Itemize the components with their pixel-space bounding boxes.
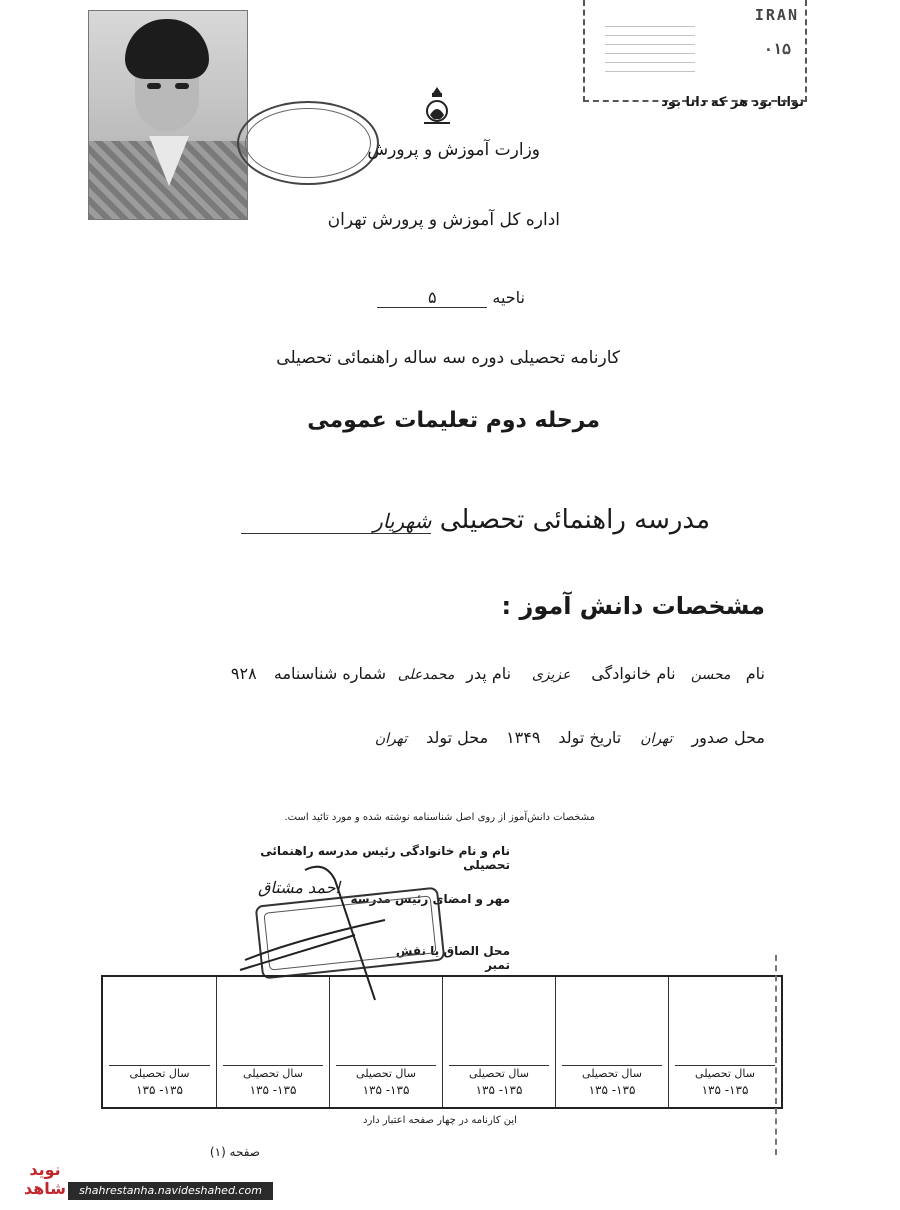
year-cell bbox=[442, 977, 555, 1107]
year-cell bbox=[103, 977, 216, 1107]
verification-note: مشخصات دانش‌آموز از روی اصل شناسنامه نوشته شده و مورد تائید است. bbox=[284, 812, 595, 823]
report-subtitle: مرحله دوم تعلیمات عمومی bbox=[307, 408, 600, 433]
district-label: ناحیه bbox=[492, 288, 525, 307]
revenue-stamp bbox=[583, 0, 807, 102]
birthplace-label: محل تولد bbox=[426, 728, 489, 747]
lion-and-sun-emblem-icon bbox=[420, 85, 454, 127]
watermark-logo: نوید شاهد bbox=[23, 1160, 67, 1198]
validity-note: این کارنامه در چهار صفحه اعتبار دارد bbox=[363, 1115, 517, 1126]
name-label: نام bbox=[745, 664, 765, 683]
student-row-1 bbox=[110, 664, 765, 683]
year-range: ۱۳۵ -۱۳۵ bbox=[475, 1083, 523, 1097]
year-label: سال تحصیلی bbox=[582, 1067, 642, 1080]
watermark-site: shahrestanha.navideshahed.com bbox=[68, 1182, 273, 1200]
year-cell bbox=[555, 977, 668, 1107]
father-value: محمدعلی bbox=[397, 667, 455, 683]
stamp-caption: توانا بود هر که دانا بود bbox=[661, 95, 804, 110]
student-photo bbox=[88, 10, 248, 220]
district-value: ۵ bbox=[377, 288, 487, 308]
photo-place-label: محل الصاق یا نقش تمبر bbox=[395, 944, 510, 972]
year-label: سال تحصیلی bbox=[356, 1067, 416, 1080]
student-heading: مشخصات دانش آموز : bbox=[501, 592, 765, 620]
grade-table bbox=[101, 975, 783, 1109]
issue-value: تهران bbox=[640, 731, 673, 747]
school-label: مدرسه راهنمائی تحصیلی bbox=[439, 505, 710, 535]
family-value: عزیزی bbox=[531, 667, 571, 683]
year-label: سال تحصیلی bbox=[469, 1067, 529, 1080]
stamp-edge bbox=[775, 955, 812, 1155]
family-label: نام خانوادگی bbox=[591, 664, 676, 683]
department-title: اداره کل آموزش و پرورش تهران bbox=[327, 210, 560, 230]
id-value: ۹۲۸ bbox=[230, 664, 257, 683]
principal-label: نام و نام خانوادگی رئیس مدرسه راهنمائی تحصیلی bbox=[260, 844, 510, 872]
school-line bbox=[175, 505, 710, 535]
year-label: سال تحصیلی bbox=[129, 1067, 190, 1080]
stamp-number: ۰۱۵ bbox=[763, 40, 791, 58]
district-line bbox=[355, 288, 525, 308]
school-name: شهریار bbox=[241, 509, 431, 534]
year-range: ۱۳۵ -۱۳۵ bbox=[249, 1083, 297, 1097]
year-range: ۱۳۵ -۱۳۵ bbox=[136, 1083, 183, 1097]
year-range: ۱۳۵ -۱۳۵ bbox=[701, 1083, 749, 1097]
year-cell bbox=[329, 977, 442, 1107]
issue-label: محل صدور bbox=[691, 728, 765, 747]
principal-signature: احمد مشتاق bbox=[257, 878, 340, 897]
birthplace-value: تهران bbox=[374, 731, 408, 747]
year-cell bbox=[668, 977, 781, 1107]
student-row-2 bbox=[250, 728, 765, 747]
seal-label: مهر و امضای رئیس مدرسه bbox=[350, 892, 510, 906]
year-range: ۱۳۵ -۱۳۵ bbox=[362, 1083, 410, 1097]
year-cell bbox=[216, 977, 329, 1107]
year-range: ۱۳۵ -۱۳۵ bbox=[588, 1083, 636, 1097]
ministry-title: وزارت آموزش و پرورش bbox=[367, 140, 540, 160]
father-label: نام پدر bbox=[466, 664, 512, 683]
year-label: سال تحصیلی bbox=[695, 1067, 755, 1080]
report-title: کارنامه تحصیلی دوره سه ساله راهنمائی تحصیلی bbox=[276, 348, 620, 368]
id-label: شماره شناسنامه bbox=[273, 664, 386, 683]
year-label: سال تحصیلی bbox=[243, 1067, 303, 1080]
name-value: محسن bbox=[690, 667, 731, 683]
birthdate-value: ۱۳۴۹ bbox=[506, 728, 541, 747]
page-number: صفحه (۱) bbox=[209, 1145, 260, 1159]
birthdate-label: تاریخ تولد bbox=[558, 728, 622, 747]
stamp-text: IRAN bbox=[754, 6, 799, 24]
